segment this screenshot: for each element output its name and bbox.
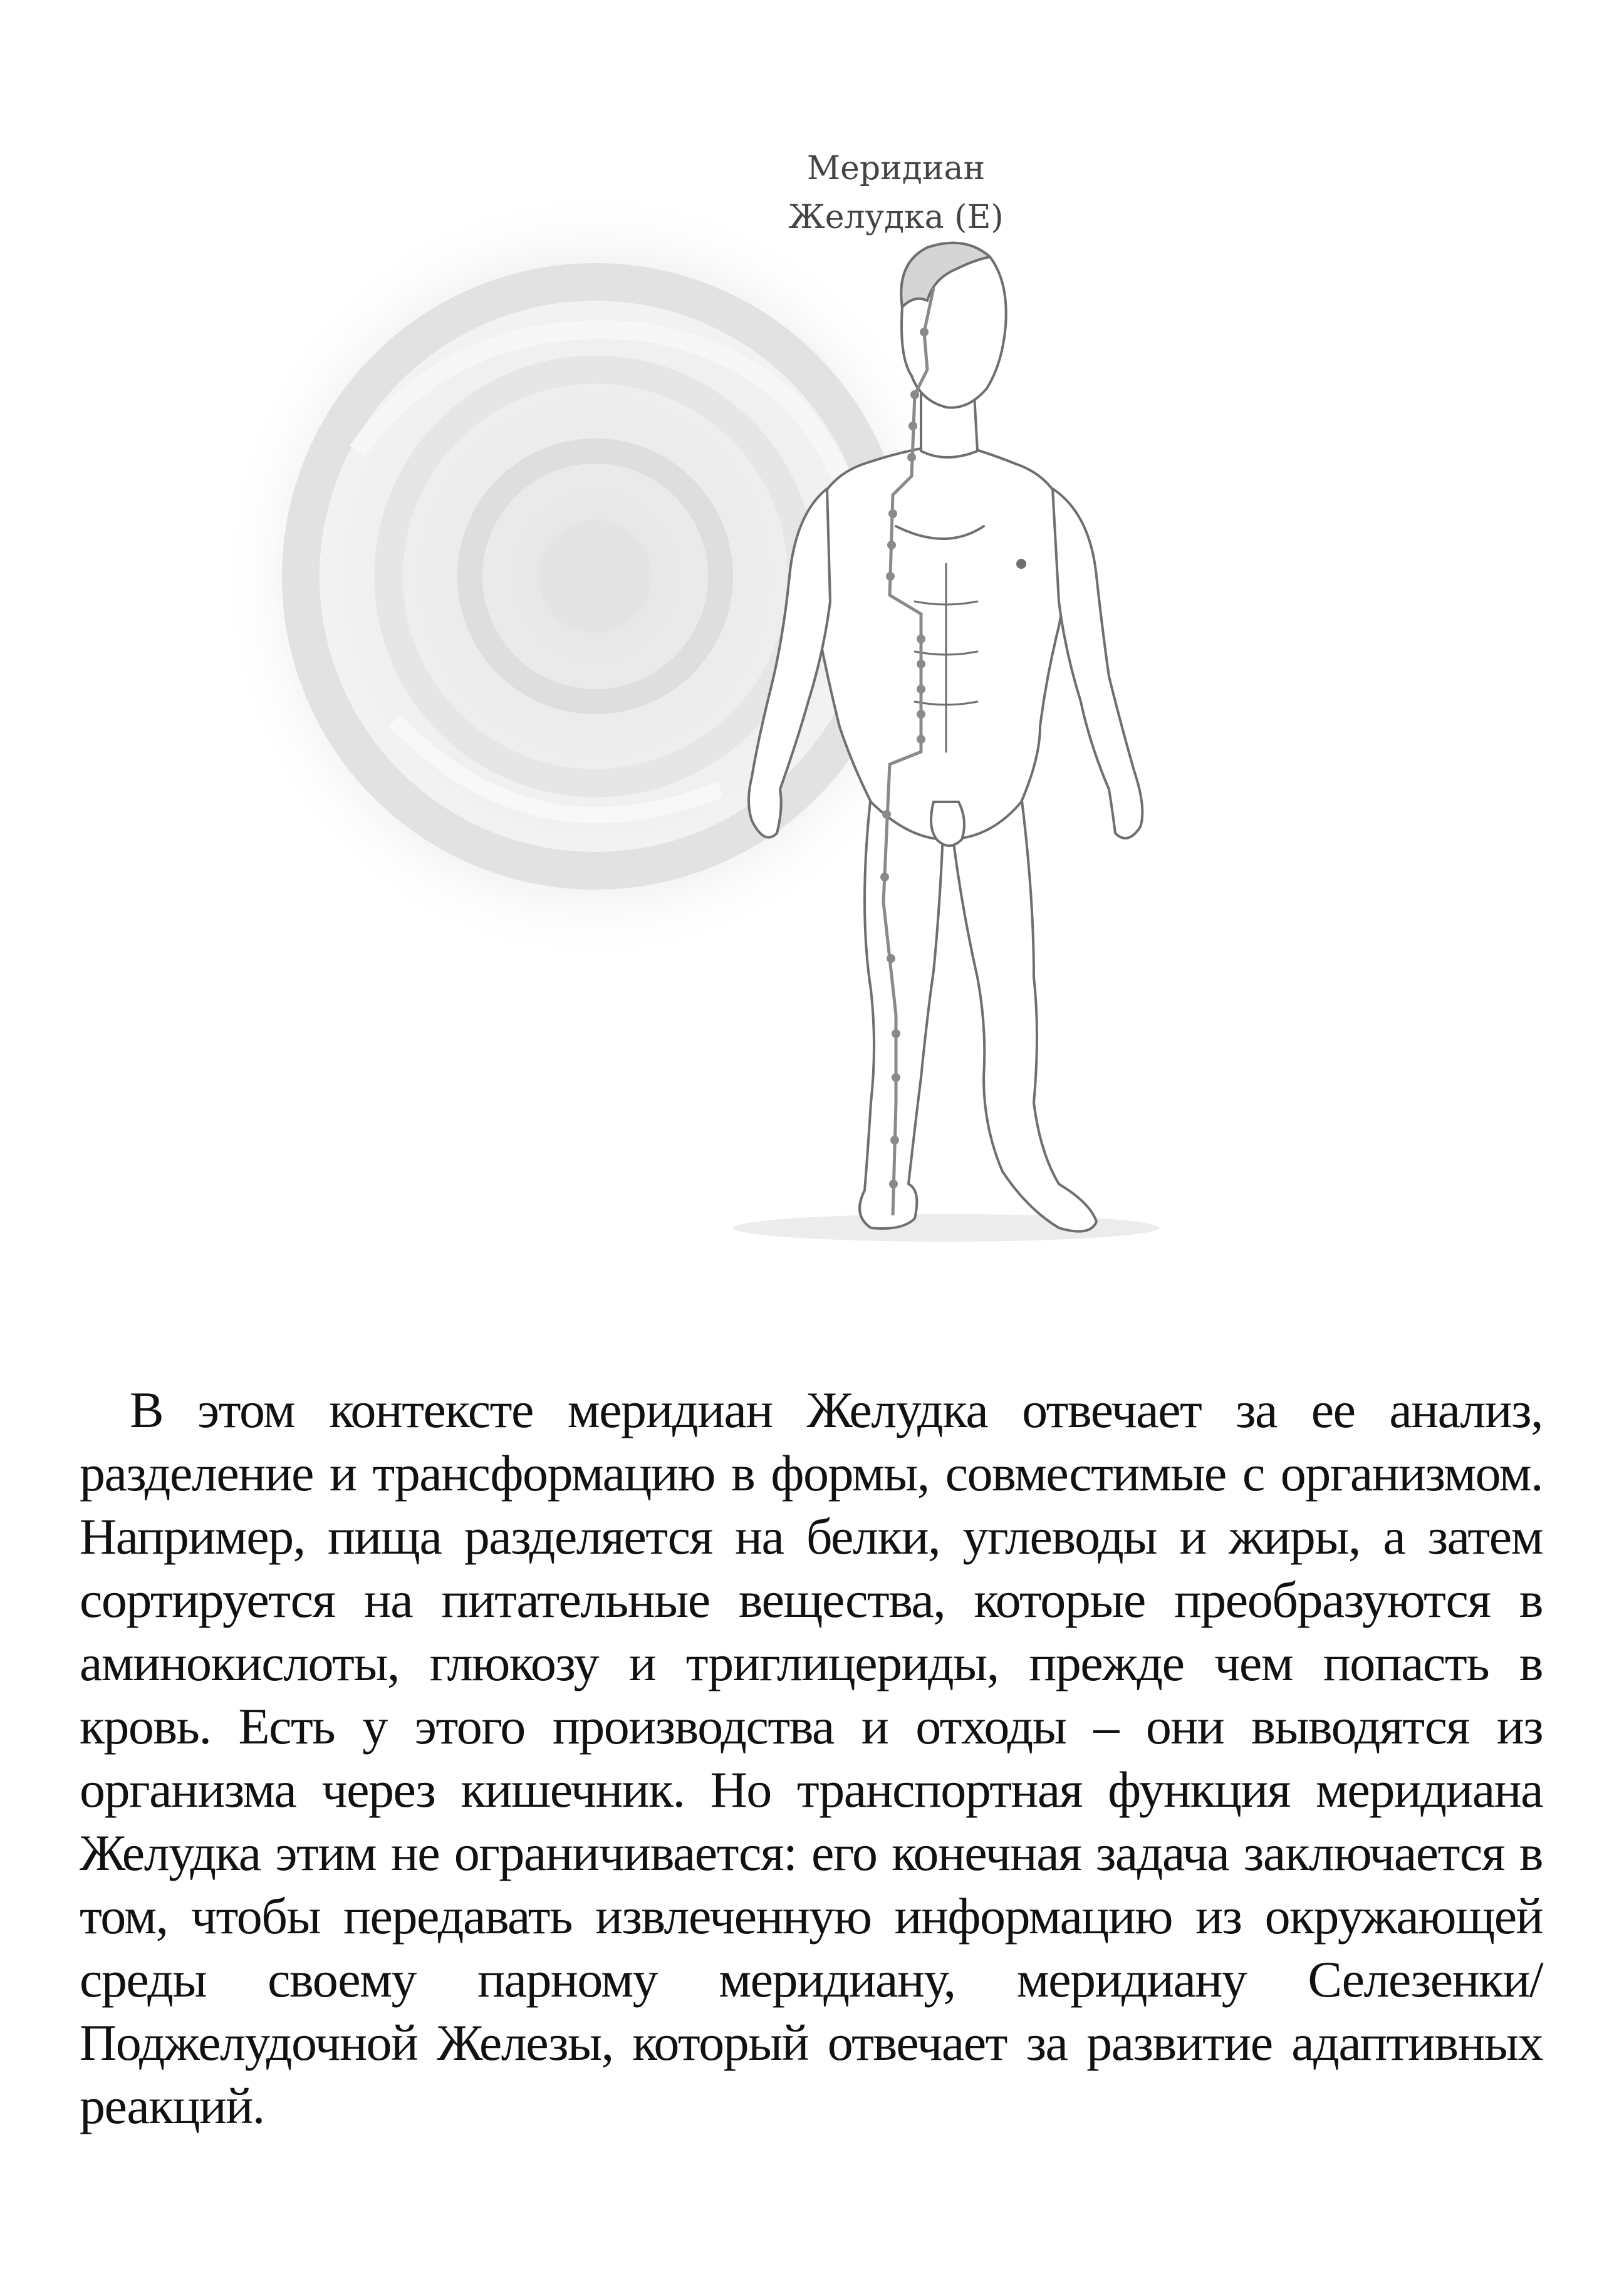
meridian-illustration	[207, 125, 1335, 1334]
figure-caption	[739, 144, 1053, 242]
caption-line-2: Желудка (E)	[788, 199, 1004, 236]
caption-line-1: Меридиан	[806, 150, 986, 187]
body-paragraph: В этом контексте меридиан Желудка отвечает за ее анализ, разделение и трансформацию в формы, совместимые с организмом. Например, пища разделяется на белки, углеводы и жиры, а затем сортируется на питательные вещества, которые преобразуются в аминокислоты, глюкозу и триглицериды, прежде чем попасть в кровь. Есть у этого производства и отходы – они выводятся из организма через кишечник. Но транспортная функция меридиана Желудка этим не ограничивается: его конечная задача заключается в том, чтобы передавать извлеченную информацию из окружающей среды своему парному меридиану, меридиану Селезенки/Поджелудочной Железы, который отвечает за развитие адаптивных реакций.	[80, 1381, 1543, 2134]
